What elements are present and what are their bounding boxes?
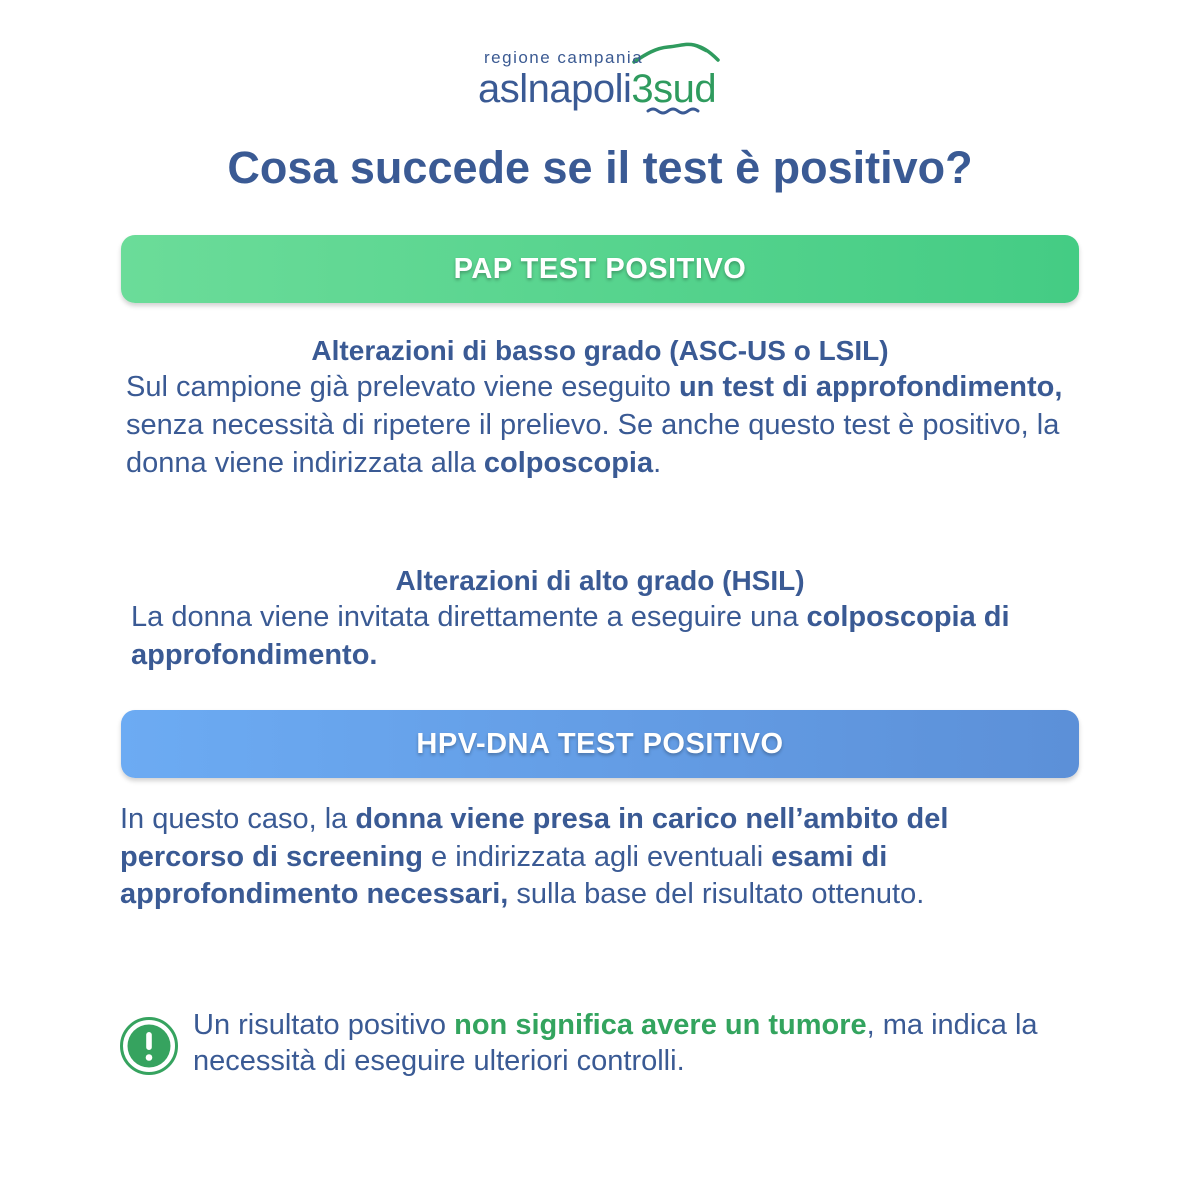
hpv-bold-1: donna viene presa in carico nell’ambito del percorso di screening xyxy=(120,803,949,873)
low-grade-text-1: Sul campione già prelevato viene eseguito xyxy=(126,371,679,403)
low-grade-paragraph xyxy=(126,368,1086,482)
note-text-2: , ma indica la necessità di eseguire ulteriori controlli. xyxy=(193,1009,1038,1077)
hpv-text-2: e indirizzata agli eventuali xyxy=(423,840,772,873)
low-grade-bold-1: un test di approfondimento, xyxy=(678,371,1063,403)
note-paragraph xyxy=(193,1007,1093,1079)
hpv-paragraph xyxy=(120,801,1080,914)
high-grade-bold-1: colposcopia di approfondimento. xyxy=(131,601,1010,671)
pap-test-banner: PAP TEST POSITIVO xyxy=(121,235,1079,303)
logo-name-part1: aslnapoli xyxy=(478,67,632,111)
logo-subtitle: regione campania xyxy=(484,48,644,67)
hpv-bold-2: esami di approfondimento necessari, xyxy=(120,840,888,910)
note-green-text: non significa avere un tumore xyxy=(454,1009,867,1041)
low-grade-text-3: . xyxy=(653,447,662,479)
low-grade-bold-2: colposcopia xyxy=(483,447,654,479)
hpv-text-1: In questo caso, la xyxy=(120,803,356,835)
exclamation-icon xyxy=(119,1016,179,1076)
logo-name xyxy=(478,66,716,112)
low-grade-heading: Alterazioni di basso grado (ASC-US o LSIL) xyxy=(311,335,889,366)
hpv-test-banner: HPV-DNA TEST POSITIVO xyxy=(121,710,1079,778)
high-grade-text-1: La donna viene invitata direttamente a eseguire una xyxy=(131,601,807,633)
note-text-1: Un risultato positivo xyxy=(193,1009,455,1041)
logo-name-part2: 3sud xyxy=(631,67,717,111)
page-title: Cosa succede se il test è positivo? xyxy=(227,142,973,193)
high-grade-paragraph xyxy=(131,598,1091,674)
asl-logo xyxy=(478,40,728,120)
low-grade-text-2: senza necessità di ripetere il prelievo. Se anche questo test è positivo, la donna viene indirizzata alla xyxy=(126,409,1060,479)
high-grade-heading: Alterazioni di alto grado (HSIL) xyxy=(395,565,805,596)
hpv-text-3: sulla base del risultato ottenuto. xyxy=(508,878,925,910)
